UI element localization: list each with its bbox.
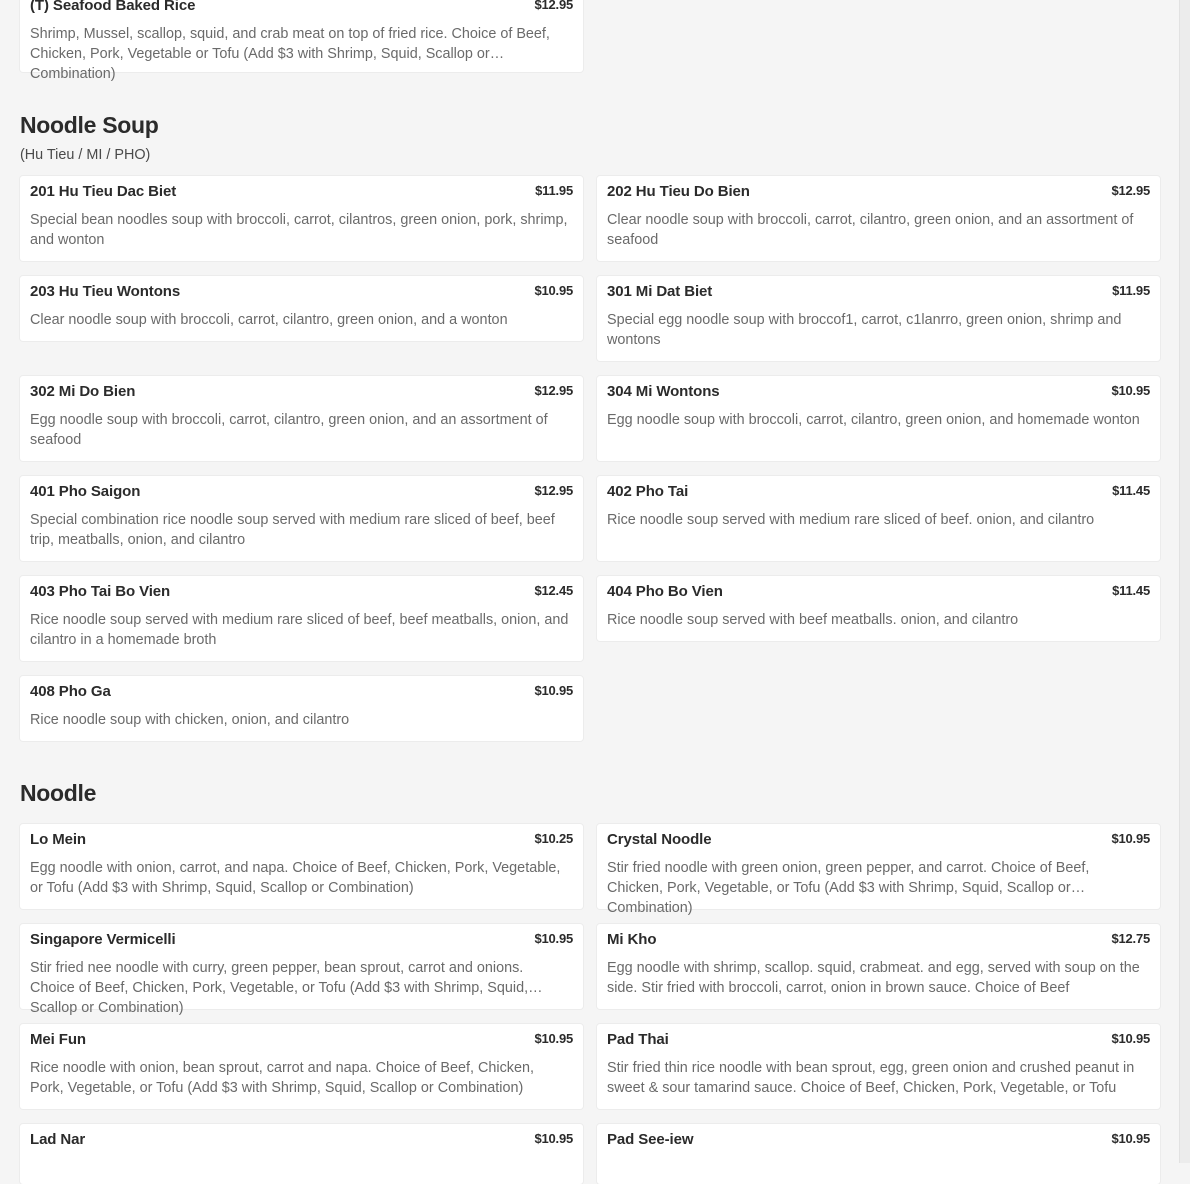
menu-item-card[interactable]: [597, 376, 1160, 461]
menu-item-card[interactable]: [20, 576, 583, 661]
menu-item-name: 404 Pho Bo Vien: [607, 583, 723, 600]
menu-item-card[interactable]: [20, 376, 583, 461]
menu-item-description: Shrimp, Mussel, scallop, squid, and crab meat on top of fried rice. Choice of Beef, Chicken, Pork, Vegetable or Tofu (Add $3 with Shrimp, Squid, Scallop or Combination): [30, 26, 550, 82]
menu-item-price: $10.95: [534, 1031, 573, 1046]
menu-item-description: Egg noodle with shrimp, scallop. squid, crabmeat. and egg, served with soup on the side. Stir fried with broccoli, carrot, onion in brown sauce. Choice of Beef: [607, 960, 1140, 996]
menu-item-card[interactable]: [597, 576, 1160, 641]
menu-item-price: $10.95: [534, 931, 573, 946]
menu-item-description: Egg noodle soup with broccoli, carrot, cilantro, green onion, and an assortment of seafood: [30, 412, 548, 448]
menu-item-price: $10.95: [534, 283, 573, 298]
menu-item-name: 401 Pho Saigon: [30, 483, 141, 500]
menu-item-card[interactable]: [597, 824, 1160, 916]
menu-item-name: Lad Nar: [30, 1131, 86, 1148]
menu-item-price: $10.25: [534, 831, 573, 846]
section-subtitle-noodle-soup: (Hu Tieu / MI / PHO): [20, 147, 151, 163]
menu-item-card[interactable]: [597, 1024, 1160, 1109]
menu-item-name: 403 Pho Tai Bo Vien: [30, 583, 171, 600]
menu-item-card[interactable]: [20, 1024, 583, 1109]
menu-item-price: $12.95: [534, 383, 573, 398]
menu-item-name: Crystal Noodle: [607, 831, 712, 848]
menu-item-price: $11.45: [1112, 483, 1150, 498]
menu-item-card[interactable]: [597, 476, 1160, 561]
menu-item-card[interactable]: [20, 676, 583, 741]
menu-item-card[interactable]: [20, 824, 583, 909]
menu-item-card[interactable]: [597, 924, 1160, 1009]
menu-item-price: $12.95: [534, 483, 573, 498]
menu-item-name: 302 Mi Do Bien: [30, 383, 136, 400]
menu-item-description: Special bean noodles soup with broccoli, carrot, cilantros, green onion, pork, shrimp, and wonton: [30, 212, 568, 248]
menu-item-name: 304 Mi Wontons: [607, 383, 720, 400]
menu-item-price: $12.75: [1111, 931, 1150, 946]
menu-item-description: Clear noodle soup with broccoli, carrot, cilantro, green onion, and an assortment of seafood: [607, 212, 1134, 248]
menu-item-name: Mei Fun: [30, 1031, 86, 1048]
menu-item-price: $12.95: [534, 0, 573, 12]
menu-item-price: $10.95: [534, 683, 573, 698]
menu-item-description: Egg noodle with onion, carrot, and napa. Choice of Beef, Chicken, Pork, Vegetable, or Tofu (Add $3 with Shrimp, Squid, Scallop or Combination): [30, 860, 561, 896]
menu-item-price: $11.95: [1112, 283, 1150, 298]
menu-item-description: Rice noodle soup served with beef meatballs. onion, and cilantro: [607, 612, 1019, 628]
menu-item-card[interactable]: [20, 276, 583, 341]
menu-item-price: $11.45: [1112, 583, 1150, 598]
section-title-noodle-soup: Noodle Soup: [20, 112, 159, 138]
menu-item-description: Rice noodle soup served with medium rare sliced of beef. onion, and cilantro: [607, 512, 1095, 528]
menu-item-name: 408 Pho Ga: [30, 683, 111, 700]
menu-item-price: $10.95: [1111, 831, 1150, 846]
menu-item-price: $12.45: [534, 583, 573, 598]
menu-item-price: $10.95: [1111, 1031, 1150, 1046]
menu-item-name: Lo Mein: [30, 831, 86, 848]
menu-item-name: Mi Kho: [607, 931, 657, 948]
menu-item-card[interactable]: [20, 476, 583, 561]
menu-item-description: Stir fried thin rice noodle with bean sprout, egg, green onion and crushed peanut in sweet & sour tamarind sauce. Choice of Beef, Chicken, Pork, Vegetable, or Tofu: [607, 1060, 1135, 1096]
menu-item-name: Pad See-iew: [607, 1131, 694, 1148]
menu-item-card[interactable]: [20, 0, 583, 82]
menu-item-card[interactable]: [20, 1124, 583, 1184]
menu-item-description: Special egg noodle soup with broccof1, carrot, c1lanrro, green onion, shrimp and wontons: [607, 312, 1122, 348]
menu-item-description: Rice noodle with onion, bean sprout, carrot and napa. Choice of Beef, Chicken, Pork, Vegetable, or Tofu (Add $3 with Shrimp, Squid, Scallop or Combination): [30, 1060, 534, 1096]
menu-item-price: $12.95: [1111, 183, 1150, 198]
menu-item-description: Special combination rice noodle soup served with medium rare sliced of beef, beef trip, meatballs, onion, and cilantro: [30, 512, 555, 548]
menu-item-name: 301 Mi Dat Biet: [607, 283, 713, 300]
menu-item-name: Pad Thai: [607, 1031, 669, 1048]
menu-item-description: Stir fried nee noodle with curry, green pepper, bean sprout, carrot and onions. Choice of Beef, Chicken, Pork, Vegetable, or Tofu (Add $3 with Shrimp, Squid, Scallop or Combination): [30, 960, 529, 1016]
menu-item-name: (T) Seafood Baked Rice: [30, 0, 196, 14]
menu-item-card[interactable]: [20, 176, 583, 261]
menu-item-name: Singapore Vermicelli: [30, 931, 176, 948]
menu-item-description: Egg noodle soup with broccoli, carrot, cilantro, green onion, and homemade wonton: [607, 412, 1140, 428]
menu-item-description: Rice noodle soup served with medium rare sliced of beef, beef meatballs, onion, and cilantro in a homemade broth: [30, 612, 569, 648]
menu-item-name: 202 Hu Tieu Do Bien: [607, 183, 750, 200]
scrollbar[interactable]: [1179, 0, 1190, 1163]
menu-item-price: $10.95: [1111, 383, 1150, 398]
menu-item-price: $10.95: [1111, 1131, 1150, 1146]
menu-item-name: 201 Hu Tieu Dac Biet: [30, 183, 177, 200]
menu-item-card[interactable]: [597, 276, 1160, 361]
menu-item-name: 203 Hu Tieu Wontons: [30, 283, 181, 300]
menu-item-description: Clear noodle soup with broccoli, carrot, cilantro, green onion, and a wonton: [30, 312, 508, 328]
menu-item-card[interactable]: [20, 924, 583, 1016]
menu-item-card[interactable]: [597, 176, 1160, 261]
menu-item-price: $11.95: [535, 183, 573, 198]
section-title-noodle: Noodle: [20, 780, 97, 806]
menu-item-description: Stir fried noodle with green onion, green pepper, and carrot. Choice of Beef, Chicken, Pork, Vegetable, or Tofu (Add $3 with Shrimp, Squid, Scallop or Combination): [607, 860, 1090, 916]
menu-item-description: Rice noodle soup with chicken, onion, and cilantro: [30, 712, 350, 728]
menu-item-card[interactable]: [597, 1124, 1160, 1184]
menu-item-name: 402 Pho Tai: [607, 483, 689, 500]
menu-item-price: $10.95: [534, 1131, 573, 1146]
